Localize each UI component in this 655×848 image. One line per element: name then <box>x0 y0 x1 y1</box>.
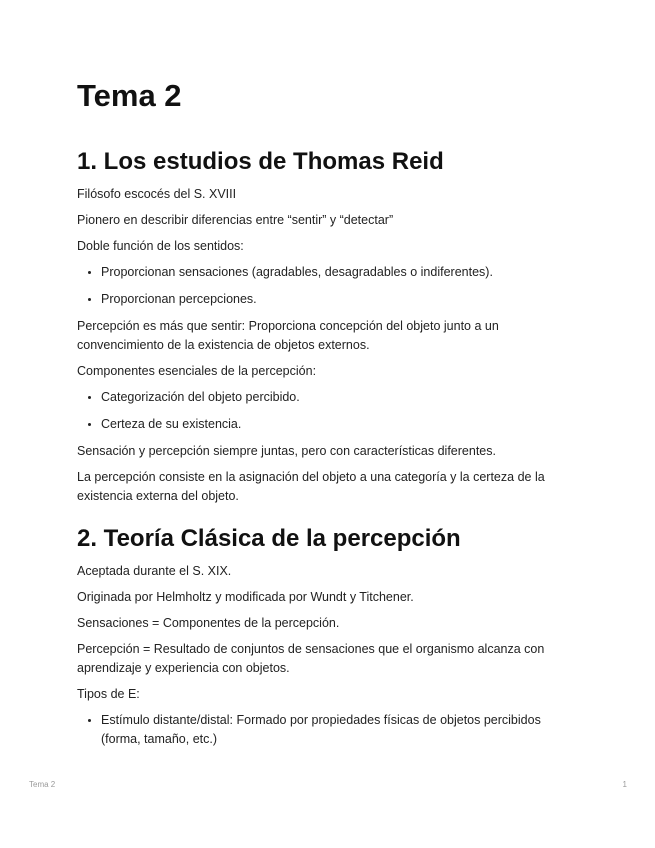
section-teoria-clasica <box>77 522 582 749</box>
page-title: Tema 2 <box>77 78 182 113</box>
list-item: • Certeza de su existencia. <box>101 415 582 434</box>
paragraph: Sensaciones = Componentes de la percepción. <box>77 616 340 630</box>
paragraph: Pionero en describir diferencias entre “sentir” y “detectar” <box>77 213 394 227</box>
list-item: • Categorización del objeto percibido. <box>101 388 582 407</box>
paragraph: Tipos de E: <box>77 687 140 701</box>
paragraph: Percepción es más que sentir: Proporciona concepción del objeto junto a un convencimiento de la existencia de objetos externos. <box>77 319 499 352</box>
list-item: • Estímulo distante/distal: Formado por propiedades físicas de objetos percibidos (forma, tamaño, etc.) <box>101 711 582 749</box>
paragraph: La percepción consiste en la asignación del objeto a una categoría y la certeza de la existencia externa del objeto. <box>77 470 545 503</box>
bullet-list <box>77 711 582 749</box>
footer-doc-title: Tema 2 <box>29 780 56 789</box>
list-item: • Proporcionan percepciones. <box>101 290 582 309</box>
paragraph: Filósofo escocés del S. XVIII <box>77 187 237 201</box>
document-page <box>77 74 582 757</box>
list-item: • Proporcionan sensaciones (agradables, desagradables o indiferentes). <box>101 263 582 282</box>
section-thomas-reid <box>77 145 582 506</box>
paragraph: Aceptada durante el S. XIX. <box>77 564 232 578</box>
bullet-list <box>77 388 582 434</box>
page-number: 1 <box>622 780 627 789</box>
paragraph: Originada por Helmholtz y modificada por Wundt y Titchener. <box>77 590 414 604</box>
paragraph: Percepción = Resultado de conjuntos de sensaciones que el organismo alcanza con aprendizaje y experiencia con objetos. <box>77 642 545 675</box>
bullet-list <box>77 263 582 309</box>
paragraph: Sensación y percepción siempre juntas, pero con características diferentes. <box>77 444 496 458</box>
paragraph: Componentes esenciales de la percepción: <box>77 364 317 378</box>
section-heading: 1. Los estudios de Thomas Reid <box>77 148 444 175</box>
paragraph: Doble función de los sentidos: <box>77 239 244 253</box>
section-heading: 2. Teoría Clásica de la percepción <box>77 525 461 552</box>
